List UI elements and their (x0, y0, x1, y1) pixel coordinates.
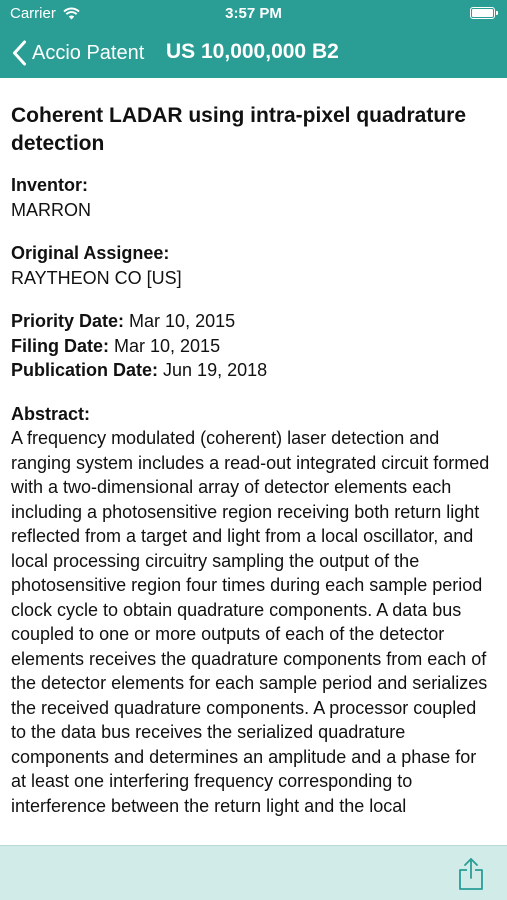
publication-date-line (11, 358, 496, 383)
priority-date-line (11, 309, 496, 334)
assignee-value: RAYTHEON CO [US] (11, 267, 182, 288)
filing-date-label: Filing Date: (11, 335, 109, 356)
navigation-bar (0, 28, 507, 78)
abstract-section (11, 402, 496, 819)
priority-date-label: Priority Date: (11, 311, 125, 331)
inventor-value: MARRON (11, 199, 91, 220)
priority-date-value: Mar 10, 2015 (129, 311, 236, 331)
patent-detail-content[interactable] (0, 78, 507, 845)
bottom-toolbar (0, 845, 507, 900)
back-label: Accio Patent (32, 41, 145, 64)
filing-date-value: Mar 10, 2015 (114, 335, 221, 356)
filing-date-line (11, 334, 496, 359)
status-bar (0, 0, 507, 28)
publication-date-value: Jun 19, 2018 (163, 360, 268, 380)
abstract-label: Abstract: (11, 403, 91, 424)
chevron-left-icon (12, 40, 27, 66)
inventor-label: Inventor: (11, 175, 89, 195)
assignee-label: Original Assignee: (11, 243, 170, 263)
assignee-section (11, 241, 496, 290)
inventor-section (11, 173, 496, 222)
nav-title: US 10,000,000 B2 (166, 40, 339, 63)
status-time: 3:57 PM (225, 5, 282, 22)
abstract-text: A frequency modulated (coherent) laser detection and ranging system includes a read-out integrated circuit formed with a two-dimensional array of detector elements each including a photosensitive region receiving both return light reflected from a target and light from a local oscillator, and local processing circuitry sampling the output of the photosensitive region four times during each sample period clock cycle to obtain quadrature components. A data bus coupled to one or more outputs of each of the detector elements receives the quadrature components from each of the detector elements for each sample period and serializes the received quadrature components. A processor coupled to the data bus receives the serialized quadrature components and determines an amplitude and a phase for at least one interfering frequency corresponding to interference between the return light and the local (11, 428, 490, 816)
back-button[interactable] (12, 38, 144, 68)
battery-icon (470, 7, 495, 19)
patent-title: Coherent LADAR using intra-pixel quadrature detection (11, 104, 467, 155)
publication-date-label: Publication Date: (11, 360, 159, 380)
share-icon[interactable] (457, 857, 485, 891)
dates-section (11, 309, 496, 383)
carrier-label: Carrier (10, 5, 56, 22)
